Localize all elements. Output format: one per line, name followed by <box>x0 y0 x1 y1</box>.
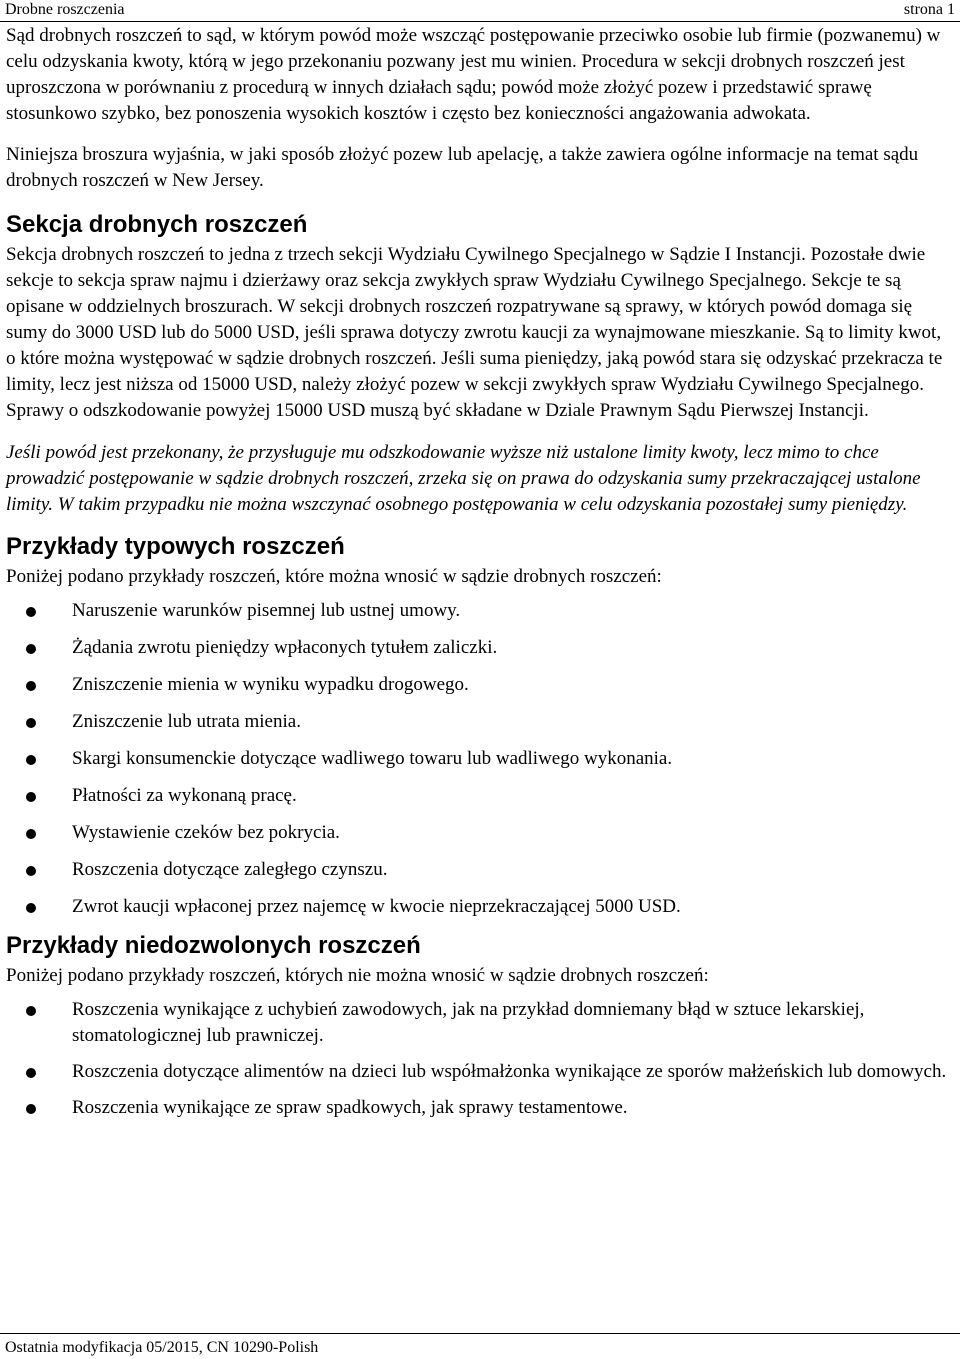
list-item: Zniszczenie mienia w wyniku wypadku drogowego. <box>6 672 954 698</box>
section-heading-forbidden-claims: Przykłady niedozwolonych roszczeń <box>6 932 421 959</box>
list-item: Żądania zwrotu pieniędzy wpłaconych tytułem zaliczki. <box>6 635 954 661</box>
page-footer <box>0 1333 960 1359</box>
brochure-paragraph: Niniejsza broszura wyjaśnia, w jaki sposób złożyć pozew lub apelację, a także zawiera ogólne informacje na temat sądu drobnych roszczeń w New Jersey. <box>6 144 919 191</box>
list-item: Płatności za wykonaną pracę. <box>6 783 954 809</box>
list-item: Zwrot kaucji wpłaconej przez najemcę w kwocie nieprzekraczającej 5000 USD. <box>6 894 954 920</box>
document-title: Drobne roszczenia <box>5 1 125 18</box>
list-item: Naruszenie warunków pisemnej lub ustnej umowy. <box>6 598 954 624</box>
waiver-note: Jeśli powód jest przekonany, że przysługuje mu odszkodowanie wyższe niż ustalone limity kwoty, lecz mimo to chce prowadzić postępowanie w sądzie drobnych roszczeń, zrzeka się on prawa do odzyskania sumy przekraczającej ustalone limity. W takim przypadku nie można wszczynać osobnego postępowania w celu odzyskania pozostałej sumy pieniędzy. <box>6 442 921 515</box>
revision-note: Ostatnia modyfikacja 05/2015, CN 10290-Polish <box>5 1339 319 1356</box>
list-item: Roszczenia dotyczące alimentów na dzieci lub współmałżonka wynikające ze sporów małżeńskich lub domowych. <box>6 1059 954 1085</box>
small-claims-paragraph: Sekcja drobnych roszczeń to jedna z trzech sekcji Wydziału Cywilnego Specjalnego w Sądzie I Instancji. Pozostałe dwie sekcje to sekcja spraw najmu i dzierżawy oraz sekcja zwykłych spraw Wydziału Cywilnego Specjalnego. Sekcje te są opisane w oddzielnych broszurach. W sekcji drobnych roszczeń rozpatrywane są sprawy, w których powód domaga się sumy do 3000 USD lub do 5000 USD, jeśli sprawa dotyczy zwrotu kaucji za wynajmowane mieszkanie. Są to limity kwot, o które można występować w sądzie drobnych roszczeń. Jeśli suma pieniędzy, jaką powód stara się odzyskać przekracza te limity, lecz jest niższa od 15000 USD, należy złożyć pozew w sekcji zwykłych spraw Wydziału Cywilnego Specjalnego. Sprawy o odszkodowanie powyżej 15000 USD muszą być składane w Dziale Prawnym Sądu Pierwszej Instancji. <box>6 244 943 421</box>
document-body <box>6 23 954 1131</box>
intro-paragraph: Sąd drobnych roszczeń to sąd, w którym powód może wszcząć postępowanie przeciwko osobie lub firmie (pozwanemu) w celu odzyskania kwoty, którą w jego przekonaniu pozwany jest mu winien. Procedura w sekcji drobnych roszczeń jest uproszczona w porównaniu z procedurą w innych działach sądu; powód może złożyć pozew i przedstawić sprawę stosunkowo szybko, bez ponoszenia wysokich kosztów i często bez konieczności angażowania adwokata. <box>6 25 941 124</box>
list-item: Wystawienie czeków bez pokrycia. <box>6 820 954 846</box>
page-header <box>0 0 960 22</box>
list-item: Roszczenia wynikające ze spraw spadkowych, jak sprawy testamentowe. <box>6 1095 954 1121</box>
page-number: strona 1 <box>903 1 955 18</box>
list-item: Zniszczenie lub utrata mienia. <box>6 709 954 735</box>
list-item: Skargi konsumenckie dotyczące wadliwego towaru lub wadliwego wykonania. <box>6 746 954 772</box>
forbidden-claims-lead: Poniżej podano przykłady roszczeń, których nie można wnosić w sądzie drobnych roszczeń: <box>6 965 709 986</box>
section-heading-small-claims: Sekcja drobnych roszczeń <box>6 211 308 238</box>
section-heading-typical-claims: Przykłady typowych roszczeń <box>6 533 345 560</box>
typical-claims-list <box>6 598 954 920</box>
forbidden-claims-list <box>6 997 954 1121</box>
list-item: Roszczenia wynikające z uchybień zawodowych, jak na przykład domniemany błąd w sztuce lekarskiej, stomatologicznej lub prawniczej. <box>6 997 954 1049</box>
typical-claims-lead: Poniżej podano przykłady roszczeń, które można wnosić w sądzie drobnych roszczeń: <box>6 566 662 587</box>
list-item: Roszczenia dotyczące zaległego czynszu. <box>6 857 954 883</box>
